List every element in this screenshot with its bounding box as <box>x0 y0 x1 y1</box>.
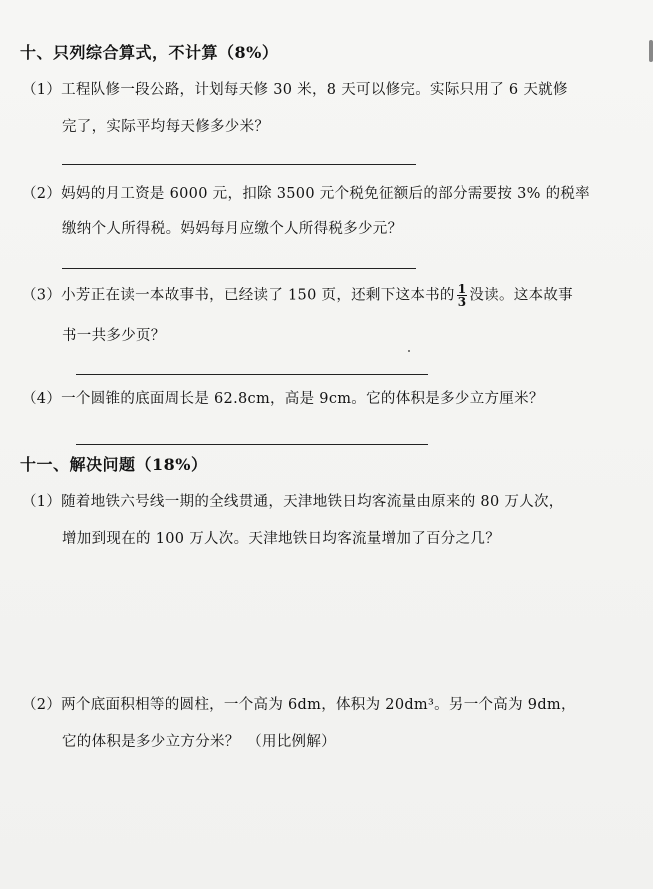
s11-q2-line2: 它的体积是多少立方分米？ （用比例解） <box>62 734 336 750</box>
s10-q3-line1-part-b: 没读。这本故事 <box>469 287 573 304</box>
s11-q2-line1: （2）两个底面积相等的圆柱，一个高为 6dm，体积为 20dm³。另一个高为 9dm， <box>22 697 576 713</box>
s10-q1-answer-line[interactable] <box>62 164 416 165</box>
fraction-denominator: 3 <box>457 295 467 309</box>
page-edge-mark <box>649 40 653 62</box>
s10-q1-line2: 完了，实际平均每天修多少米？ <box>62 119 270 135</box>
fraction-numerator: 1 <box>457 282 467 296</box>
s10-q1-line1: （1）工程队修一段公路，计划每天修 30 米，8 天可以修完。实际只用了 6 天就修 <box>22 82 568 98</box>
s10-q2-line2: 缴纳个人所得税。妈妈每月应缴个人所得税多少元？ <box>62 221 403 237</box>
s10-q4-answer-line[interactable] <box>76 444 428 445</box>
s10-q3-line1-part-a: （3）小芳正在读一本故事书，已经读了 150 页，还剩下这本书的 <box>22 287 455 304</box>
section-11-title: 十一、解决问题（18%） <box>20 455 208 474</box>
paper-speck <box>408 350 410 352</box>
s10-q4-line1: （4）一个圆锥的底面周长是 62.8cm，高是 9cm。它的体积是多少立方厘米？ <box>22 391 544 407</box>
s10-q3-line1 <box>22 283 573 308</box>
s10-q3-line2: 书一共多少页？ <box>62 328 166 344</box>
s10-q2-answer-line[interactable] <box>62 268 416 269</box>
s10-q3-answer-line[interactable] <box>76 374 428 375</box>
s11-q1-line1: （1）随着地铁六号线一期的全线贯通，天津地铁日均客流量由原来的 80 万人次， <box>22 494 564 510</box>
fraction-one-third <box>457 283 468 308</box>
section-10-title: 十、只列综合算式，不计算（8%） <box>20 43 279 62</box>
s11-q1-line2: 增加到现在的 100 万人次。天津地铁日均客流量增加了百分之几？ <box>62 531 500 547</box>
s10-q2-line1: （2）妈妈的月工资是 6000 元，扣除 3500 元个税免征额后的部分需要按 3% 的税率 <box>22 186 590 202</box>
